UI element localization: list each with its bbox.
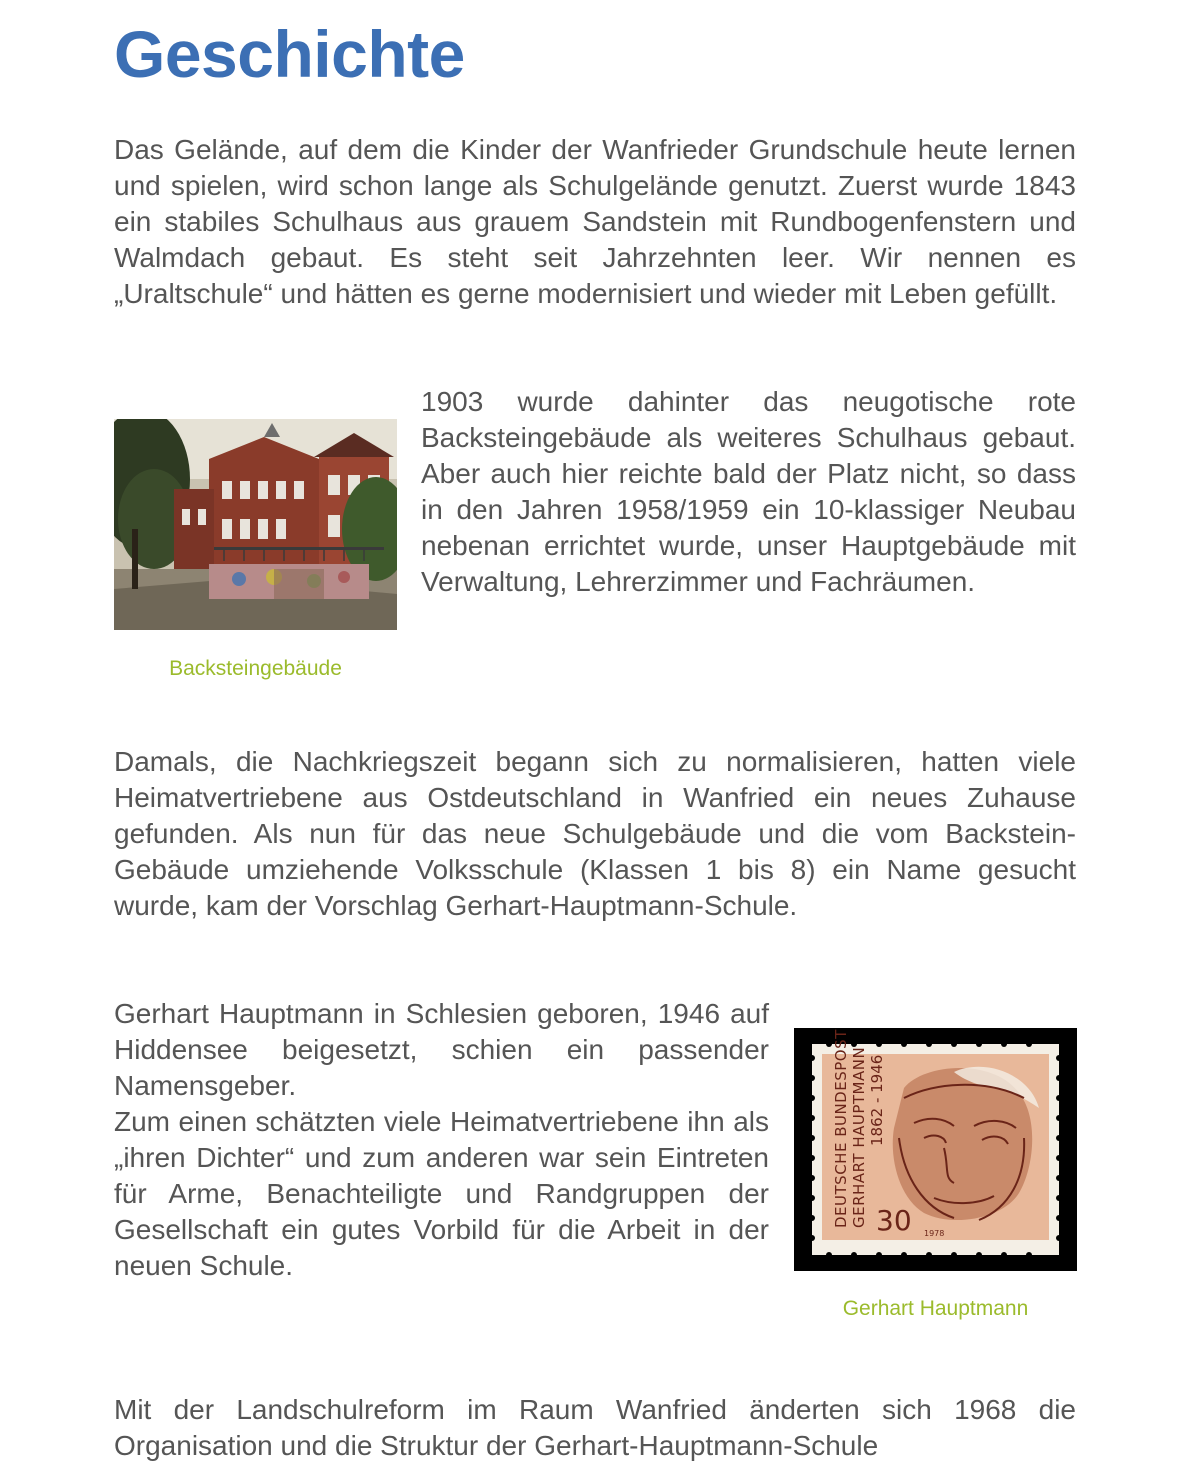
paragraph-intro: Das Gelände, auf dem die Kinder der Wanfrieder Grundschule heute lernen und spielen, wird schon lange als Schulgelände genutzt. Zuerst wurde 1843 ein stabiles Schulhaus aus grauem Sandstein mit Rundbogenfenstern und Walmdach gebaut. Es steht seit Jahrzehnten leer. Wir nennen es „Uraltschule“ und hätten es gerne modernisiert und wieder mit Leben gefüllt. — [114, 134, 1076, 309]
page-title: Geschichte — [114, 17, 465, 91]
paragraph-nachkriegszeit: Damals, die Nachkriegszeit begann sich zu normalisieren, hatten viele Heimatvertriebene aus Ostdeutschland in Wanfried ein neues Zuhause gefunden. Als nun für das neue Schulgebäude und die vom Backstein-Gebäude umziehende Volksschule (Klassen 1 bis 8) ein Name gesucht wurde, kam der Vorschlag Gerhart-Hauptmann-Schule. — [114, 746, 1076, 921]
stamp-line2: GERHART HAUPTMANN — [850, 1046, 868, 1228]
paragraph-backstein: 1903 wurde dahinter das neugotische rote Backsteingebäude als weiteres Schulhaus gebaut. Aber auch hier reichte bald der Platz nicht, so dass in den Jahren 1958/1959 ein 10-klassiger Neubau nebenan errichtet wurde, unser Hauptgebäude mit Verwaltung, Lehrerzimmer und Fachräumen. — [421, 386, 1076, 597]
stamp-line1: DEUTSCHE BUNDESPOST — [832, 1029, 850, 1228]
stamp-caption: Gerhart Hauptmann — [842, 1297, 1029, 1320]
photo-caption: Backsteingebäude — [169, 657, 342, 680]
paragraph-hauptmann — [114, 996, 769, 1284]
stamp-years: 1862 - 1946 — [868, 1054, 886, 1146]
paragraph-hauptmann-part1: Gerhart Hauptmann in Schlesien geboren, 1946 auf Hiddensee beigesetzt, schien ein passender Namensgeber. — [114, 998, 769, 1101]
paragraph-hauptmann-part2: Zum einen schätzten viele Heimatvertriebene ihn als „ihren Dichter“ und zum anderen war sein Eintreten für Arme, Benachteiligte und Randgruppen der Gesellschaft ein gutes Vorbild für die Arbeit in der neuen Schule. — [114, 1106, 769, 1281]
stamp-year: 1978 — [924, 1229, 945, 1238]
stamp-value: 30 — [876, 1204, 912, 1237]
backsteingebaeude-photo — [114, 419, 397, 630]
hauptmann-stamp — [794, 1028, 1077, 1271]
paragraph-landschulreform: Mit der Landschulreform im Raum Wanfried änderten sich 1968 die Organisation und die Struktur der Gerhart-Hauptmann-Schule — [114, 1394, 1076, 1461]
